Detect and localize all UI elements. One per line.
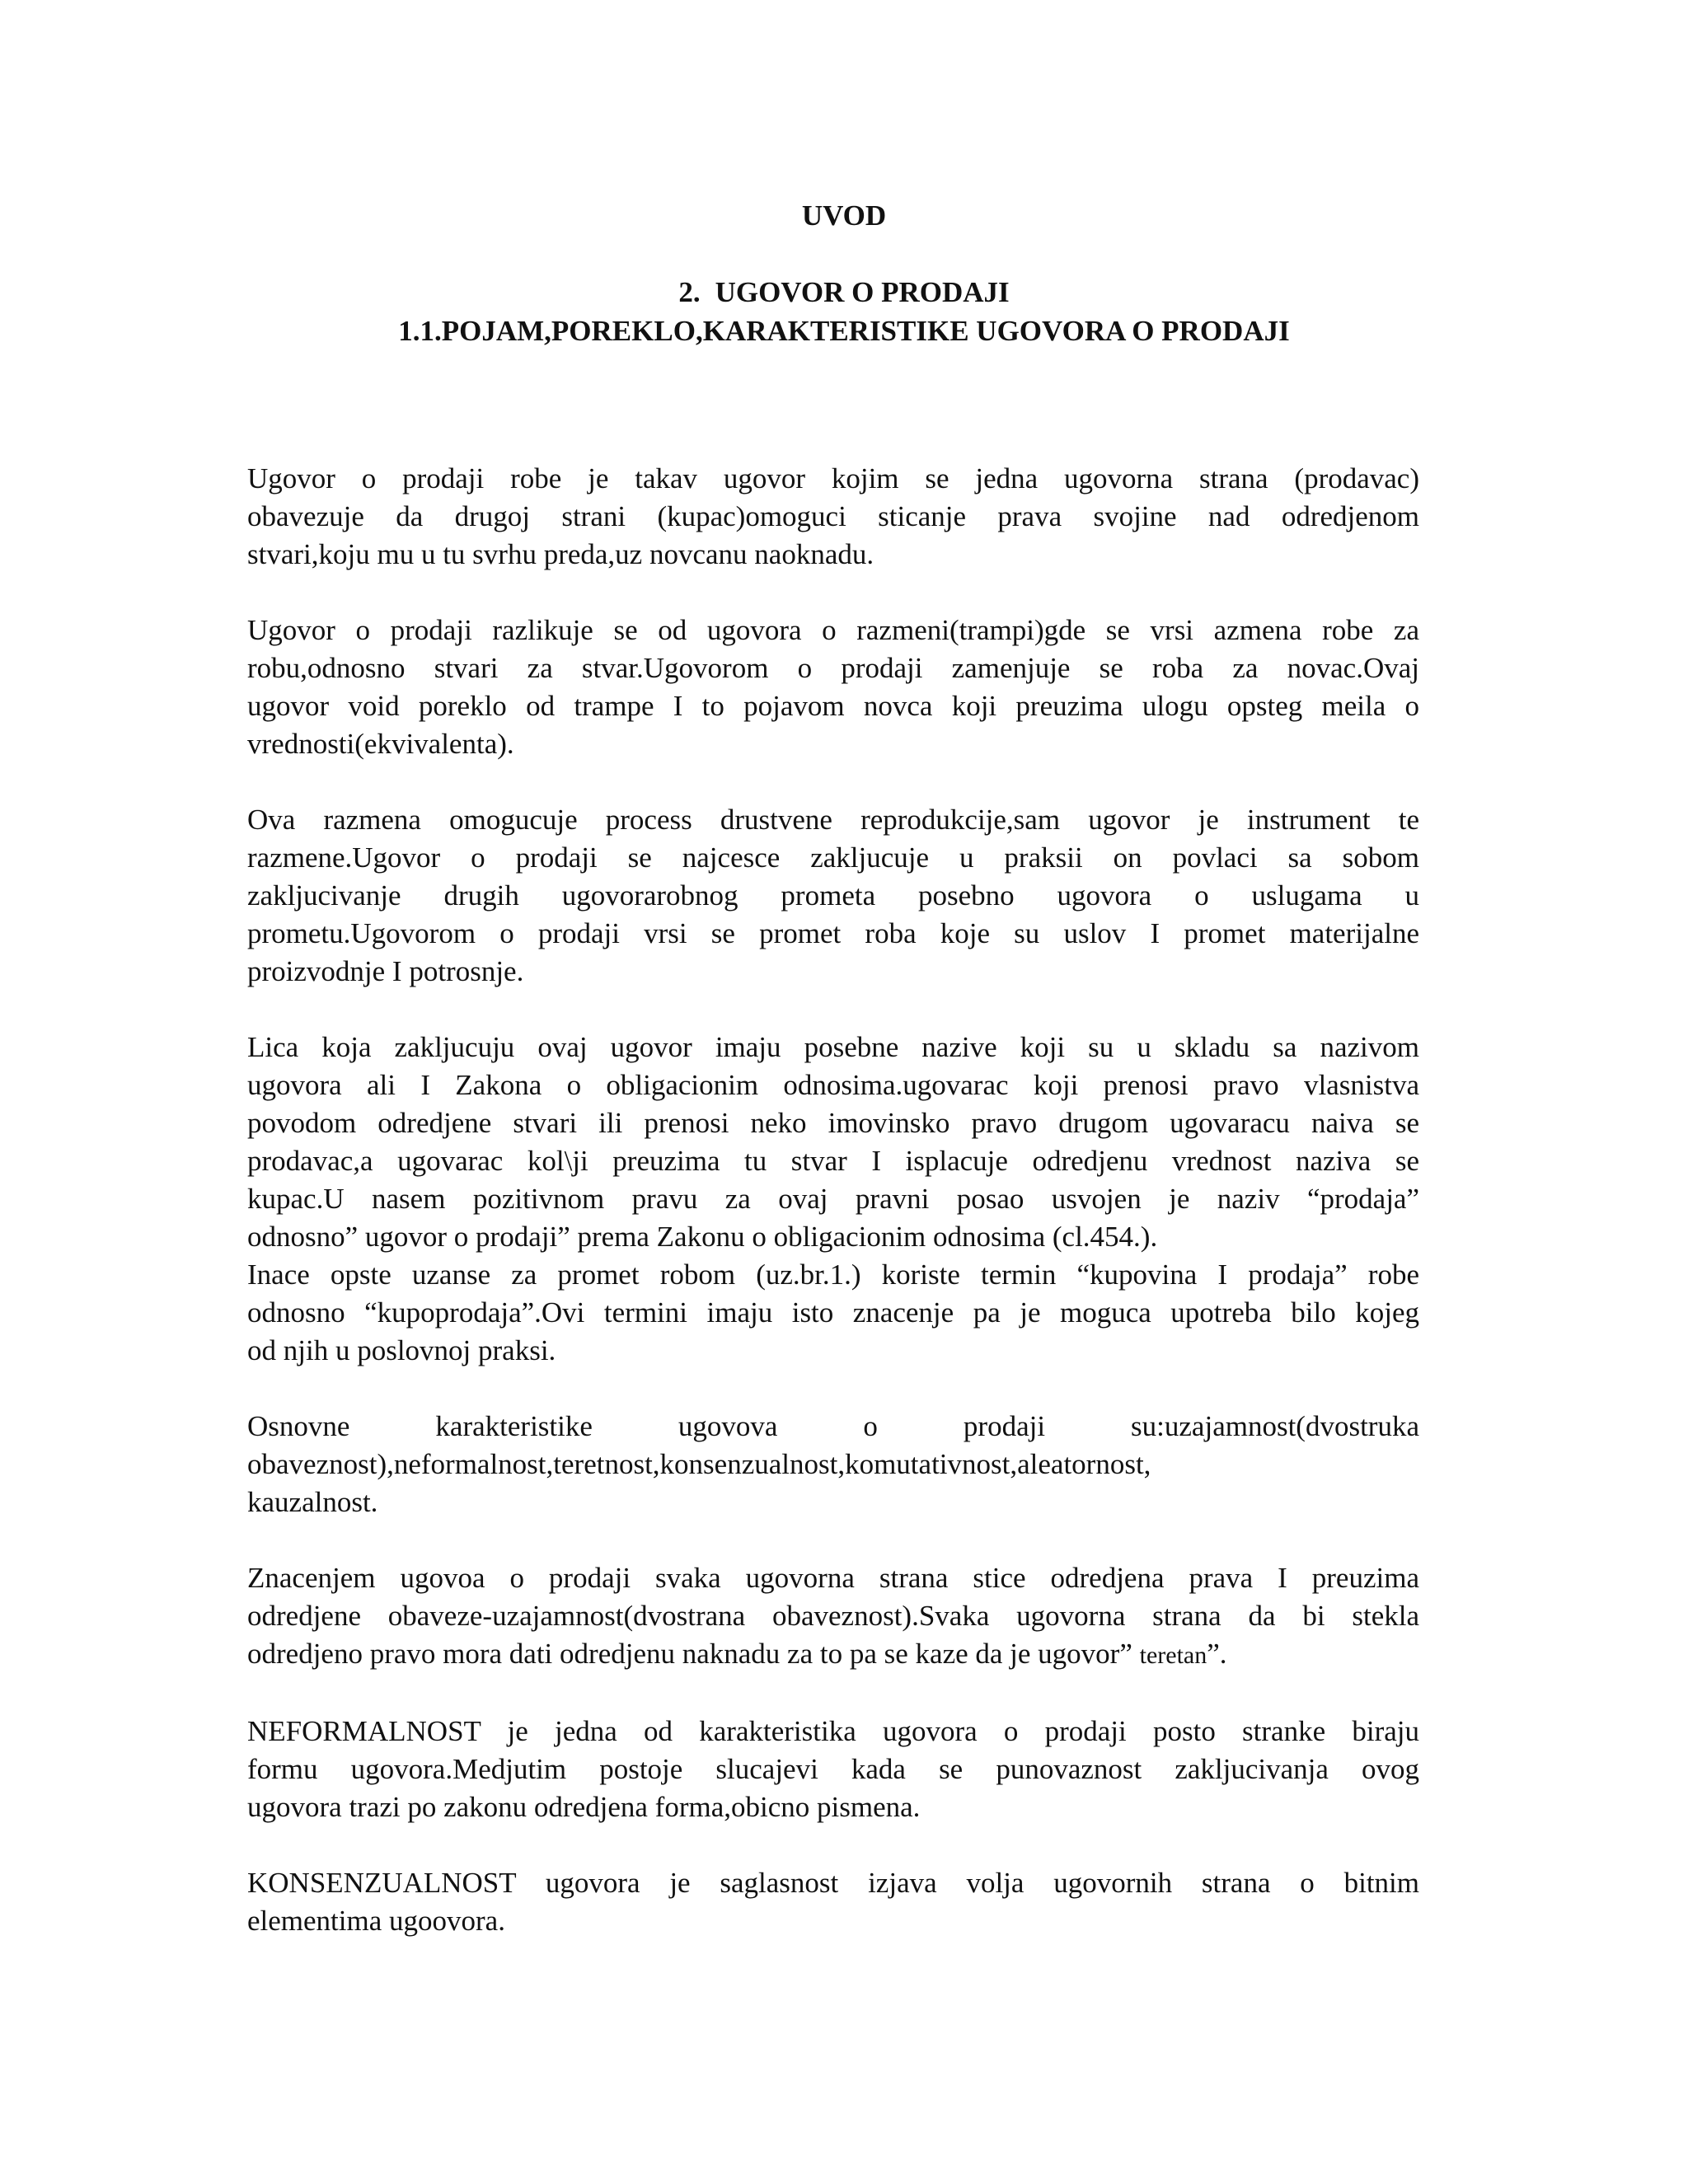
- section-number: 2.: [678, 276, 701, 308]
- text-line: odnosno” ugovor o prodaji” prema Zakonu o obligacionim odnosima (cl.454.).: [247, 1221, 1158, 1253]
- text-line: odredjene obaveze-uzajamnost(dvostrana obaveznost).Svaka ugovorna strana da bi stekla: [247, 1600, 1419, 1632]
- text-line: prodavac,a ugovarac kol\ji preuzima tu stvar I isplacuje odredjenu vrednost naziva se: [247, 1145, 1419, 1177]
- text-line: vrednosti(ekvivalenta).: [247, 728, 514, 760]
- text-line: obaveznost),neformalnost,teretnost,konsenzualnost,komutativnost,aleatornost,: [247, 1448, 1151, 1480]
- section-heading: [0, 274, 1688, 311]
- text-line: Osnovne karakteristike ugovova o prodaji su:uzajamnost(dvostruka: [247, 1410, 1419, 1442]
- text-line: Ugovor o prodaji robe je takav ugovor kojim se jedna ugovorna strana (prodavac): [247, 462, 1419, 494]
- text-line: Ova razmena omogucuje process drustvene reprodukcije,sam ugovor je instrument te: [247, 804, 1419, 836]
- text-line: stvari,koju mu u tu svrhu preda,uz novcanu naoknadu.: [247, 538, 874, 570]
- paragraph-barter: [247, 612, 1419, 763]
- paragraph-parties: [247, 1029, 1419, 1256]
- text-line: Znacenjem ugovoa o prodaji svaka ugovorna strana stice odredjena prava I preuzima: [247, 1562, 1419, 1594]
- paragraph-consensuality: [247, 1864, 1419, 1940]
- text-segment: odredjeno pravo mora dati odredjenu naknadu za to pa se kaze da je ugovor”: [247, 1638, 1132, 1670]
- paragraph-definition: [247, 460, 1419, 574]
- text-line: ugovora ali I Zakona o obligacionim odnosima.ugovarac koji prenosi pravo vlasnistva: [247, 1069, 1419, 1101]
- text-line: ugovor void poreklo od trampe I to pojavom novca koji preuzima ulogu opsteg meila o: [247, 690, 1419, 722]
- text-line: odnosno “kupoprodaja”.Ovi termini imaju isto znacenje pa je moguca upotreba bilo kojeg: [247, 1296, 1419, 1329]
- text-line: razmene.Ugovor o prodaji se najcesce zakljucuje u praksii on povlaci sa sobom: [247, 841, 1419, 874]
- text-line: Ugovor o prodaji razlikuje se od ugovora o razmeni(trampi)gde se vrsi azmena robe za: [247, 614, 1419, 646]
- text-line: kupac.U nasem pozitivnom pravu za ovaj pravni posao usvojen je naziv “prodaja”: [247, 1183, 1419, 1215]
- text-line: od njih u poslovnoj praksi.: [247, 1334, 556, 1366]
- subsection-title: POJAM,POREKLO,KARAKTERISTIKE UGOVORA O PRODAJI: [441, 315, 1290, 347]
- text-line: elementima ugoovora.: [247, 1905, 505, 1937]
- text-line: obavezuje da drugoj strani (kupac)omoguci sticanje prava svojine nad odredjenom: [247, 500, 1419, 532]
- text-line: Inace opste uzanse za promet robom (uz.br.1.) koriste termin “kupovina I prodaja” robe: [247, 1258, 1419, 1291]
- text-line: ugovora trazi po zakonu odredjena forma,obicno pismena.: [247, 1791, 921, 1823]
- paragraph-characteristics: [247, 1408, 1419, 1521]
- subsection-heading: [0, 313, 1688, 349]
- document-title: UVOD: [801, 199, 887, 232]
- document-body: [247, 460, 1419, 1940]
- text-line: NEFORMALNOST je jedna od karakteristika ugovora o prodaji posto stranke biraju: [247, 1715, 1419, 1747]
- text-line: formu ugovora.Medjutim postoje slucajevi kada se punovaznost zakljucivanja ovog: [247, 1753, 1419, 1785]
- paragraph-reciprocity: [247, 1559, 1419, 1675]
- text-line: robu,odnosno stvari za stvar.Ugovorom o prodaji zamenjuje se roba za novac.Ovaj: [247, 652, 1419, 684]
- text-line: kauzalnost.: [247, 1486, 378, 1518]
- text-line: [247, 1635, 1419, 1675]
- text-line: KONSENZUALNOST ugovora je saglasnost izjava volja ugovornih strana o bitnim: [247, 1867, 1419, 1899]
- paragraph-usances: [247, 1256, 1419, 1370]
- text-line: prometu.Ugovorom o prodaji vrsi se promet roba koje su uslov I promet materijalne: [247, 917, 1419, 949]
- text-segment: ”.: [1207, 1638, 1227, 1670]
- text-line: proizvodnje I potrosnje.: [247, 955, 524, 987]
- paragraph-exchange: [247, 801, 1419, 991]
- paragraph-informality: [247, 1713, 1419, 1826]
- text-line: zakljucivanje drugih ugovorarobnog prometa posebno ugovora o uslugama u: [247, 879, 1419, 912]
- subsection-number: 1.1.: [398, 315, 442, 347]
- text-line: povodom odredjene stvari ili prenosi neko imovinsko pravo drugom ugovaracu naiva se: [247, 1107, 1419, 1139]
- section-title: UGOVOR O PRODAJI: [715, 276, 1010, 308]
- text-segment-small: teretan: [1139, 1642, 1207, 1669]
- text-line: Lica koja zakljucuju ovaj ugovor imaju posebne nazive koji su u skladu sa nazivom: [247, 1031, 1419, 1063]
